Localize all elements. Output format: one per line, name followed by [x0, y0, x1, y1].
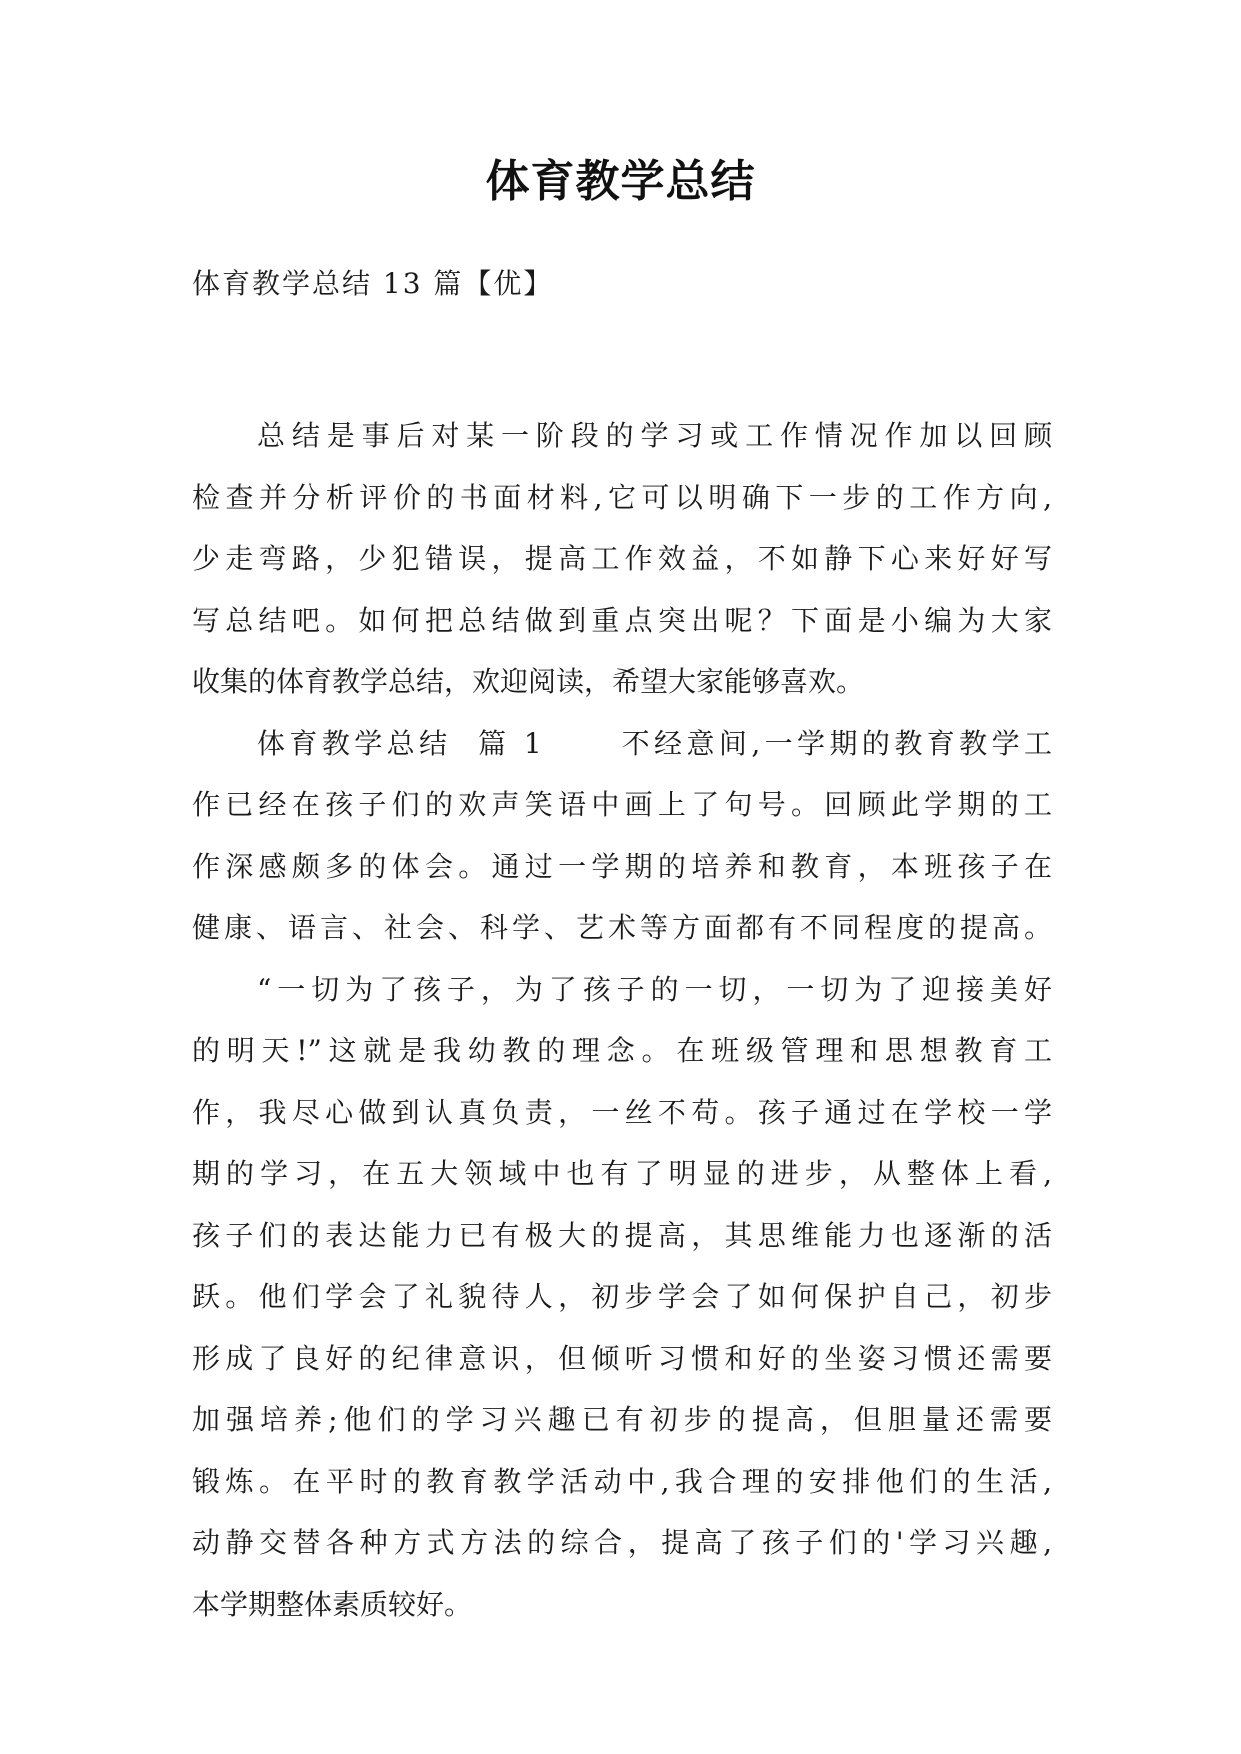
paragraph-line: 本学期整体素质较好。	[192, 1587, 473, 1621]
paragraph-line: 动静交替各种方式方法的综合，提高了孩子们的'学习兴趣,	[192, 1526, 1052, 1559]
paragraph-line: 少走弯路，少犯错误，提高工作效益，不如静下心来好好写	[192, 542, 1052, 575]
document-body	[192, 405, 1052, 1635]
paragraph-line: 作深感颇多的体会。通过一学期的培养和教育，本班孩子在	[192, 849, 1052, 883]
document-subtitle: 体育教学总结 13 篇【优】	[192, 267, 554, 300]
paragraph-line: 孩子们的表达能力已有极大的提高，其思维能力也逐渐的活	[192, 1218, 1052, 1252]
paragraph-line: 健康、语言、社会、科学、艺术等方面都有不同程度的提高。	[192, 911, 1052, 944]
paragraph-line: 作，我尽心做到认真负责，一丝不苟。孩子通过在学校一学	[192, 1095, 1052, 1129]
section-heading-line: 体育教学总结 篇 1 不经意间,一学期的教育教学工	[257, 726, 1052, 760]
paragraph-line: 期的学习，在五大领域中也有了明显的进步，从整体上看,	[192, 1157, 1052, 1190]
paragraph-line: 写总结吧。如何把总结做到重点突出呢？下面是小编为大家	[192, 603, 1052, 637]
paragraph-line: 作已经在孩子们的欢声笑语中画上了句号。回顾此学期的工	[192, 788, 1052, 821]
paragraph-line: 加强培养;他们的学习兴趣已有初步的提高，但胆量还需要	[192, 1403, 1052, 1436]
paragraph-line: 锻炼。在平时的教育教学活动中,我合理的安排他们的生活,	[192, 1464, 1052, 1498]
paragraph-line: “一切为了孩子，为了孩子的一切，一切为了迎接美好	[257, 972, 1052, 1006]
paragraph-line: 检查并分析评价的书面材料,它可以明确下一步的工作方向,	[192, 480, 1052, 514]
paragraph-line: 的明天!”这就是我幼教的理念。在班级管理和思想教育工	[192, 1034, 1052, 1067]
document-title: 体育教学总结	[485, 156, 756, 207]
paragraph-line: 形成了良好的纪律意识，但倾听习惯和好的坐姿习惯还需要	[192, 1341, 1052, 1375]
paragraph-line: 总结是事后对某一阶段的学习或工作情况作加以回顾	[257, 419, 1052, 452]
paragraph-line: 跃。他们学会了礼貌待人，初步学会了如何保护自己，初步	[192, 1280, 1052, 1313]
paragraph-line: 收集的体育教学总结，欢迎阅读，希望大家能够喜欢。	[192, 665, 865, 698]
